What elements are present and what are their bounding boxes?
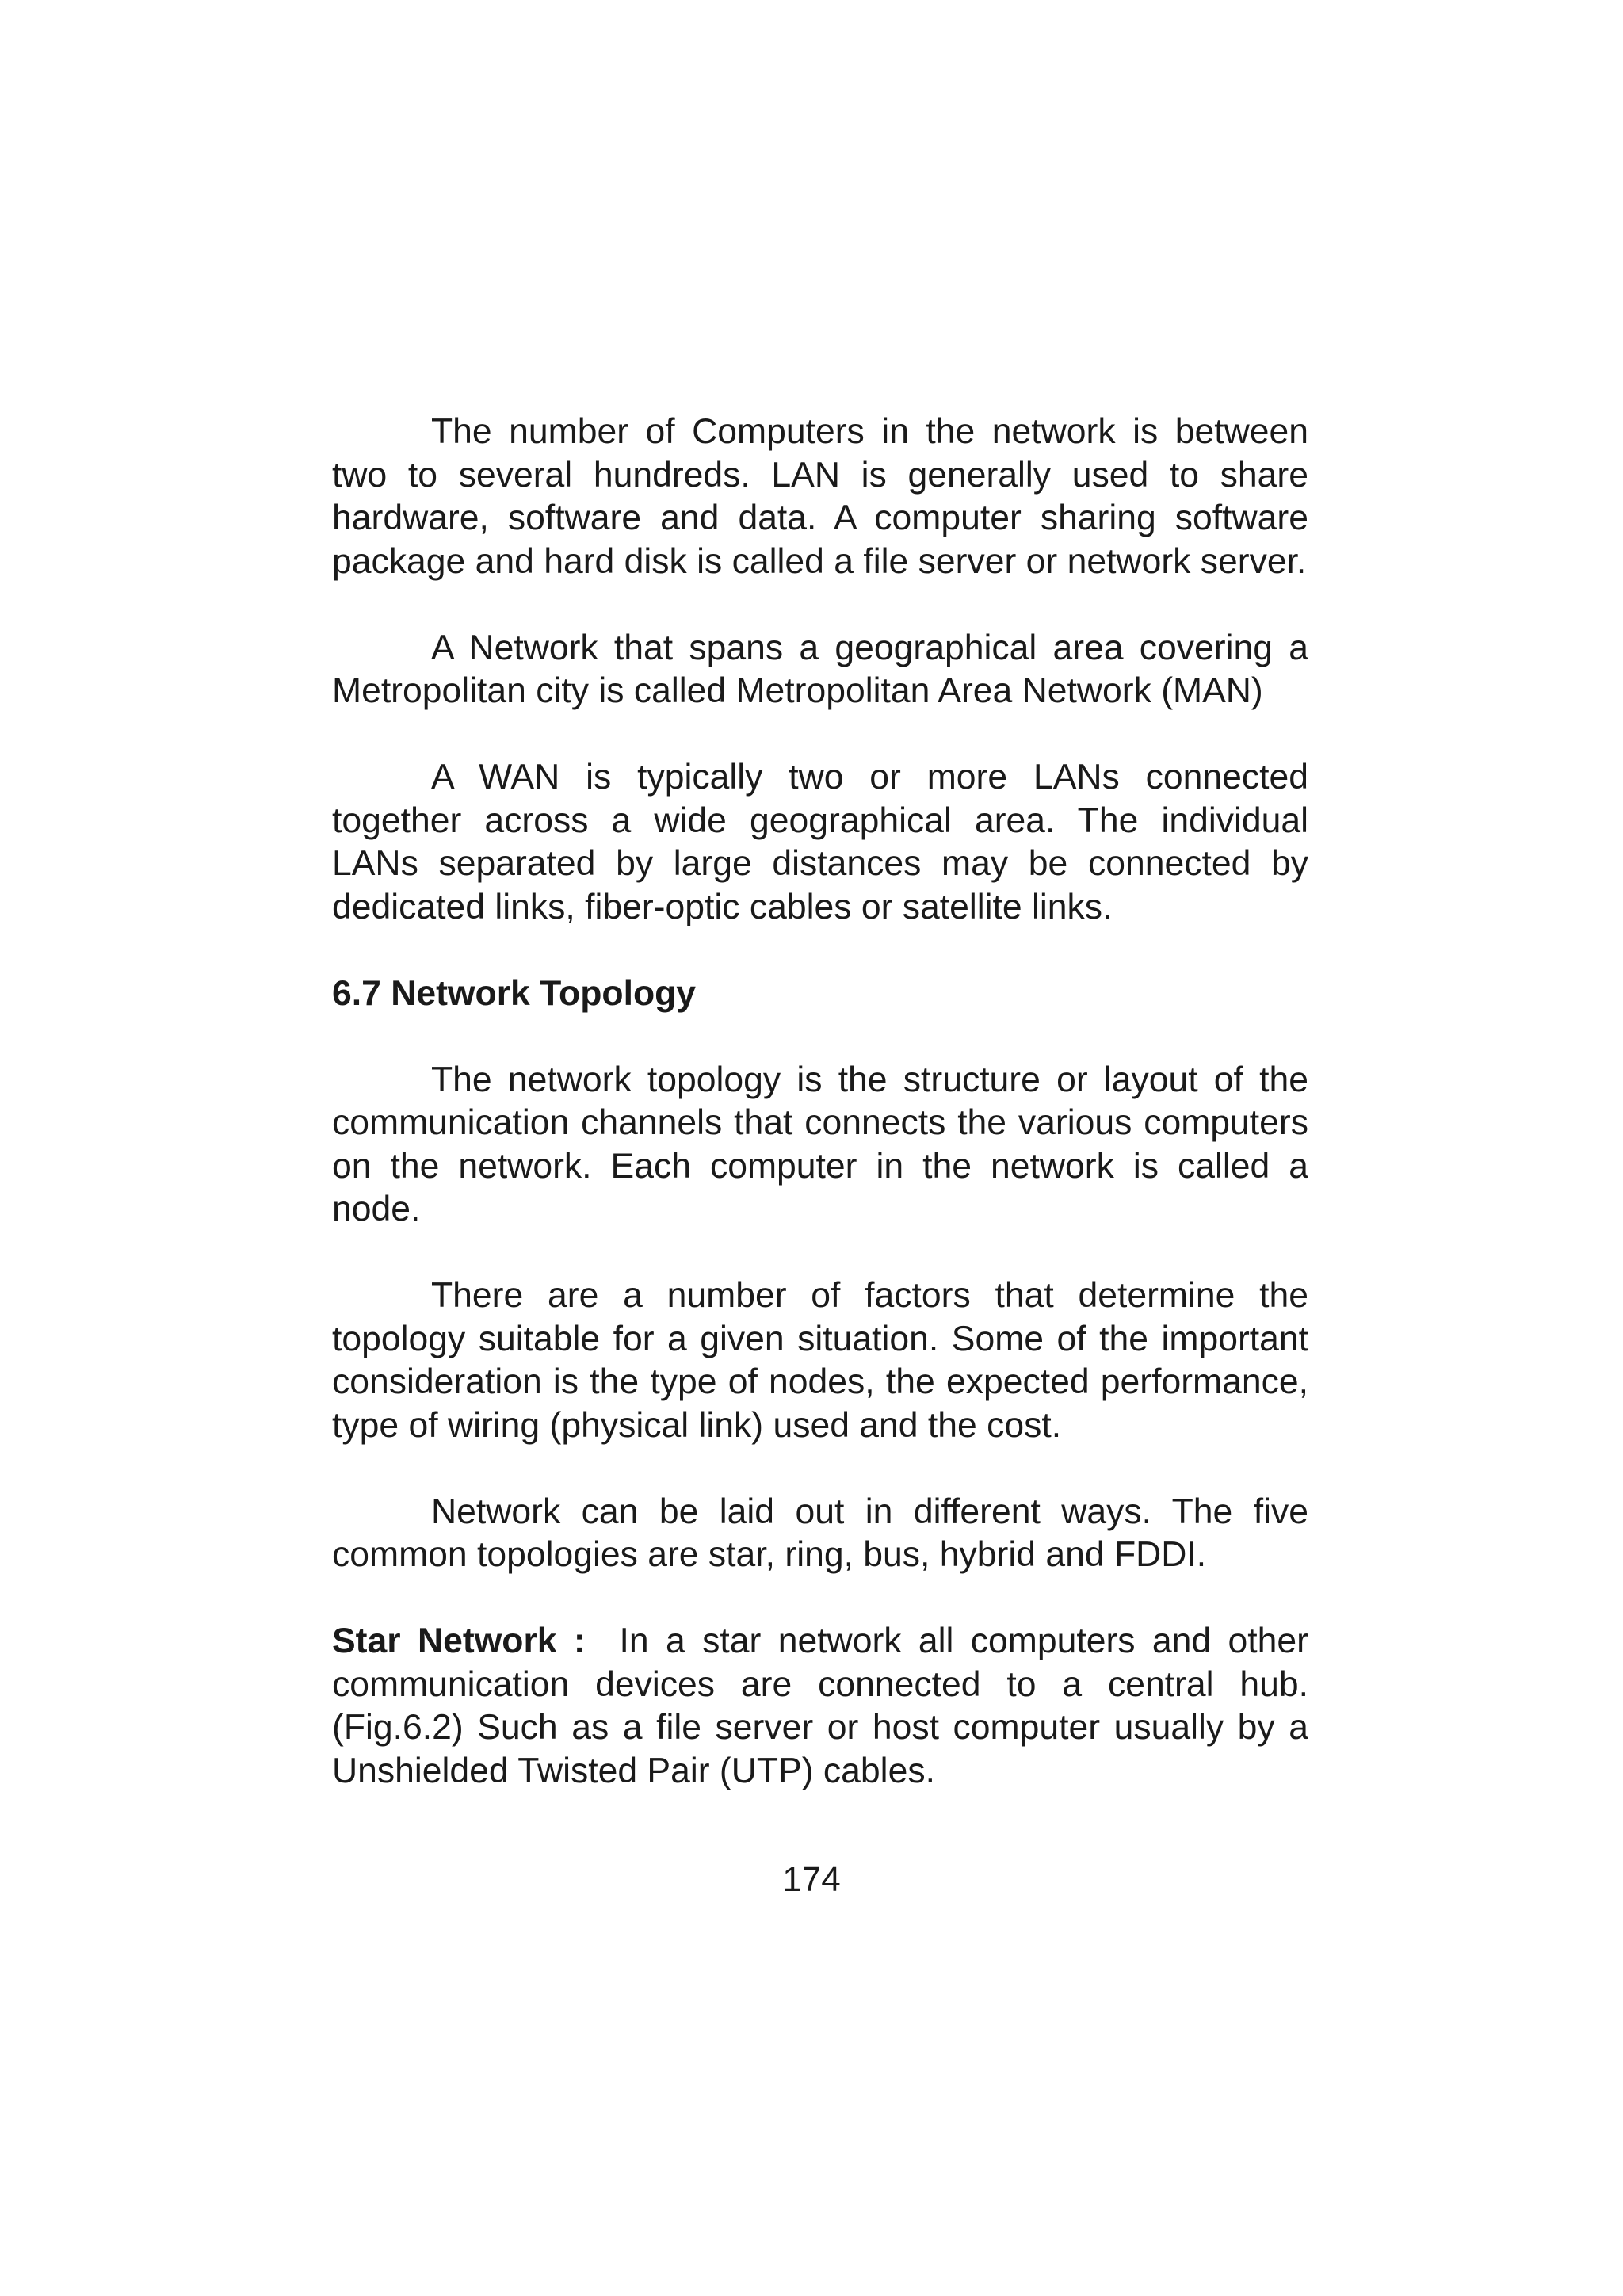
spacer (332, 583, 1308, 627)
page-body (332, 411, 1308, 1793)
spacer (332, 1232, 1308, 1275)
paragraph-star-network (332, 1620, 1308, 1793)
paragraph-lan: The number of Computers in the network is between two to several hundreds. LAN is generally used to share hardware, software and data. A computer sharing software package and hard disk is called a file server or network server. (332, 412, 1308, 581)
spacer (332, 1577, 1308, 1621)
spacer (332, 713, 1308, 757)
paragraph-wan: A WAN is typically two or more LANs connected together across a wide geographical area. The individual LANs separated by large distances may be connected by dedicated links, fiber-optic cables or satellite links. (332, 758, 1308, 926)
paragraph-man: A Network that spans a geographical area covering a Metropolitan city is called Metropolitan Area Network (MAN) (332, 628, 1308, 710)
page-number: 174 (782, 1860, 841, 1899)
spacer (332, 1015, 1308, 1059)
star-network-description: In a star network all computers and other communication devices are connected to a central hub. (Fig.6.2) Such as a file server or host computer usually by a Unshielded Twisted Pair (UTP) cables. (332, 1622, 1308, 1790)
paragraph-topology-types: Network can be laid out in different ways. The five common topologies are star, ring, bus, hybrid and FDDI. (332, 1492, 1308, 1574)
spacer (332, 929, 1308, 972)
paragraph-topology-definition: The network topology is the structure or layout of the communication channels that connects the various computers on the network. Each computer in the network is called a node. (332, 1060, 1308, 1228)
paragraph-topology-factors: There are a number of factors that determine the topology suitable for a given situation. Some of the important consideration is the type of nodes, the expected performance, type of wiring (physical link) used and the cost. (332, 1276, 1308, 1445)
spacer (332, 1447, 1308, 1491)
star-network-term: Star Network : (332, 1622, 586, 1660)
section-heading: 6.7 Network Topology (332, 973, 697, 1013)
